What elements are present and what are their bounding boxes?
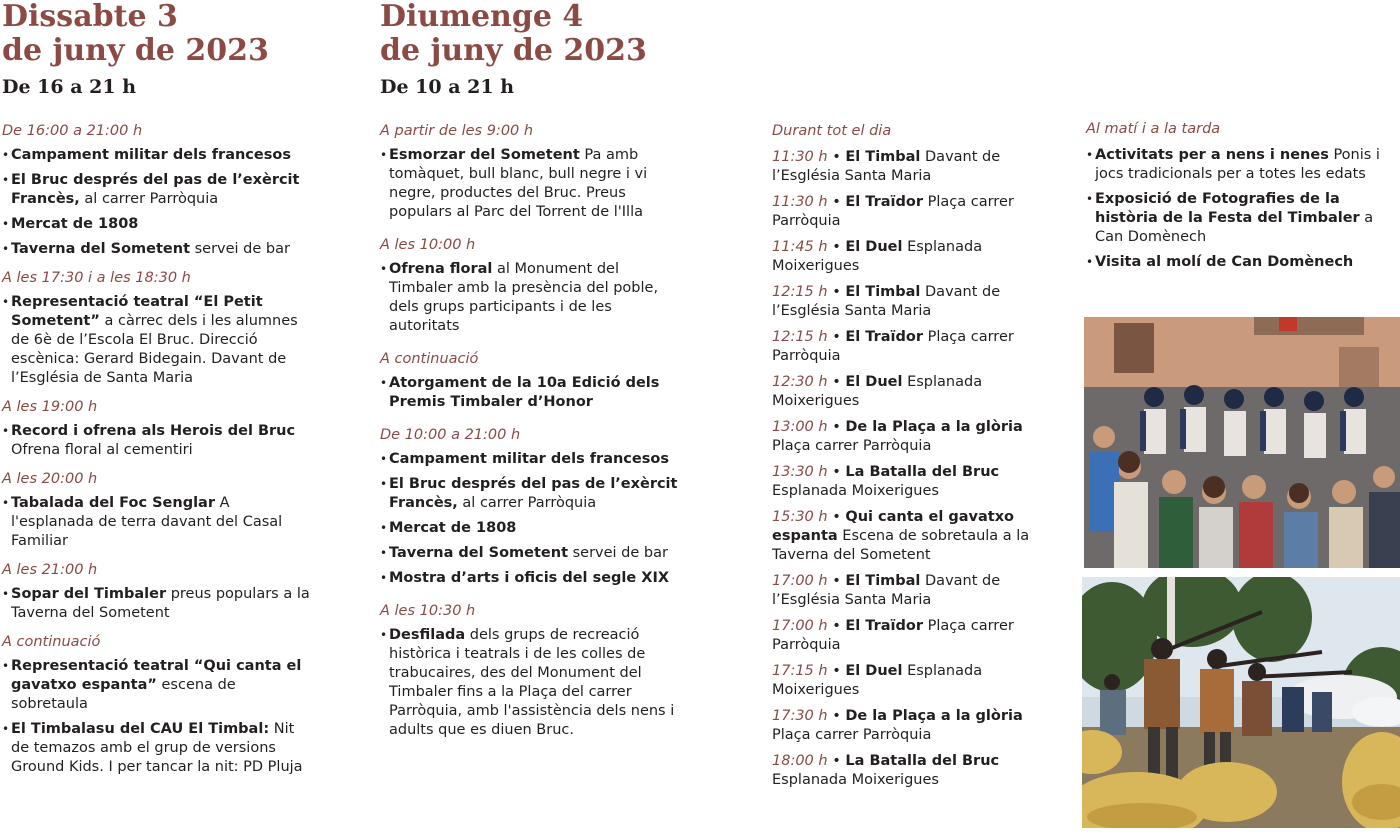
sunday-sections [380, 122, 680, 740]
list-item: • Esmorzar del Sometent Pa amb tomàquet, bull blanc, bull negre i vi negre, productes del Bruc. Preus populars al Parc del Torrent de l'Illa [380, 146, 680, 222]
list-item: • Record i ofrena als Herois del Bruc Ofrena floral al cementiri [2, 422, 312, 460]
schedule-entry: 17:15 h • El Duel Esplanada Moixerigues [772, 663, 983, 698]
schedule-entry: 12:15 h • El Timbal Davant de l’Església Santa Maria [772, 284, 1001, 319]
morning-column [1086, 120, 1386, 278]
section [2, 122, 312, 259]
list-item: • El Bruc després del pas de l’exèrcit Francès, al carrer Parròquia [380, 475, 680, 513]
schedule-entry: 11:45 h • El Duel Esplanada Moixerigues [772, 239, 983, 274]
schedule-entry: 11:30 h • El Timbal Davant de l’Església Santa Maria [772, 149, 1001, 184]
schedule-entry: 13:00 h • De la Plaça a la glòria Plaça carrer Parròquia [772, 419, 1023, 454]
sunday-column [380, 0, 680, 746]
list-item: • Taverna del Sometent servei de bar [380, 544, 680, 563]
saturday-hours: De 16 a 21 h [2, 76, 137, 98]
allday-column [772, 122, 1042, 797]
saturday-column [2, 0, 312, 783]
schedule-entry: 17:30 h • De la Plaça a la glòria Plaça carrer Parròquia [772, 708, 1023, 743]
section-heading: Durant tot el dia [772, 123, 892, 139]
schedule-entry: 12:15 h • El Traïdor Plaça carrer Parròquia [772, 329, 1014, 364]
list-item: • Activitats per a nens i nenes Ponis i jocs tradicionals per a totes les edats [1086, 146, 1386, 184]
list-item: • Visita al molí de Can Domènech [1086, 253, 1386, 272]
section-heading: De 10:00 a 21:00 h [380, 427, 521, 443]
section-heading: A continuació [380, 351, 479, 367]
list-item: • Tabalada del Foc Senglar A l'esplanada de terra davant del Casal Familiar [2, 494, 312, 551]
section-heading: A continuació [2, 634, 101, 650]
list-item: • Campament militar dels francesos [380, 450, 680, 469]
section [380, 426, 680, 588]
saturday-title-line1: Dissabte 3 [2, 0, 178, 34]
list-item: • Mercat de 1808 [380, 519, 680, 538]
section-heading: A partir de les 9:00 h [380, 123, 534, 139]
list-item: • Campament militar dels francesos [2, 146, 312, 165]
photo-musket-fire [1082, 577, 1400, 828]
list-item: • El Timbalasu del CAU El Timbal: Nit de temazos amb el grup de versions Ground Kids. I per tancar la nit: PD Pluja [2, 720, 312, 777]
schedule-entry: 15:30 h • Qui canta el gavatxo espanta Escena de sobretaula a la Taverna del Sometent [772, 509, 1030, 563]
schedule-entry: 11:30 h • El Traïdor Plaça carrer Parròquia [772, 194, 1014, 229]
section [2, 633, 312, 777]
list-item: • Representació teatral “El Petit Sometent” a càrrec dels i les alumnes de 6è de l’Escola El Bruc. Direcció escènica: Gerard Bidegain. Davant de l’Església de Santa Maria [2, 293, 312, 388]
section [2, 470, 312, 551]
section-heading: A les 17:30 i a les 18:30 h [2, 270, 191, 286]
section-heading: A les 19:00 h [2, 399, 98, 415]
list-item: • Taverna del Sometent servei de bar [2, 240, 312, 259]
list-item: • Representació teatral “Qui canta el gavatxo espanta” escena de sobretaula [2, 657, 312, 714]
sunday-hours: De 10 a 21 h [380, 76, 515, 98]
list-item: • Mercat de 1808 [2, 215, 312, 234]
list-item: • Sopar del Timbaler preus populars a la Taverna del Sometent [2, 585, 312, 623]
list-item: • Desfilada dels grups de recreació històrica i teatrals i de les colles de trabucaires, des del Monument del Timbaler fins a la Plaça del carrer Parròquia, amb l'assistència dels nens i adults que es diuen Bruc. [380, 626, 680, 740]
sunday-title-line1: Diumenge 4 [380, 0, 584, 34]
section-heading: A les 10:00 h [380, 237, 476, 253]
section [380, 236, 680, 336]
sunday-title-line2: de juny de 2023 [380, 33, 647, 68]
list-item: • El Bruc després del pas de l’exèrcit Francès, al carrer Parròquia [2, 171, 312, 209]
list-item: • Exposició de Fotografies de la història de la Festa del Timbaler a Can Domènech [1086, 190, 1386, 247]
saturday-title [2, 0, 312, 68]
sunday-title [380, 0, 680, 68]
schedule-entry: 17:00 h • El Timbal Davant de l’Església Santa Maria [772, 573, 1001, 608]
saturday-title-line2: de juny de 2023 [2, 33, 269, 68]
section [2, 398, 312, 460]
photo-crowd-image [1084, 317, 1400, 568]
section [380, 602, 680, 740]
section-heading: A les 10:30 h [380, 603, 476, 619]
section [380, 350, 680, 412]
list-item: • Ofrena floral al Monument del Timbaler amb la presència del poble, dels grups participants i de les autoritats [380, 260, 680, 336]
section-heading: Al matí i a la tarda [1086, 121, 1221, 137]
section-heading: De 16:00 a 21:00 h [2, 123, 143, 139]
schedule-entry: 18:00 h • La Batalla del Bruc Esplanada Moixerigues [772, 753, 1000, 788]
schedule-entry: 17:00 h • El Traïdor Plaça carrer Parròquia [772, 618, 1014, 653]
section-heading: A les 20:00 h [2, 471, 98, 487]
list-item: • Mostra d’arts i oficis del segle XIX [380, 569, 680, 588]
section [380, 122, 680, 222]
list-item: • Atorgament de la 10a Edició dels Premis Timbaler d’Honor [380, 374, 680, 412]
section [2, 561, 312, 623]
photo-musket-image [1082, 577, 1400, 828]
section [2, 269, 312, 388]
saturday-sections [2, 122, 312, 777]
section-heading: A les 21:00 h [2, 562, 98, 578]
schedule-entry: 12:30 h • El Duel Esplanada Moixerigues [772, 374, 983, 409]
schedule-entry: 13:30 h • La Batalla del Bruc Esplanada Moixerigues [772, 464, 1000, 499]
photo-crowd-square [1084, 317, 1400, 568]
